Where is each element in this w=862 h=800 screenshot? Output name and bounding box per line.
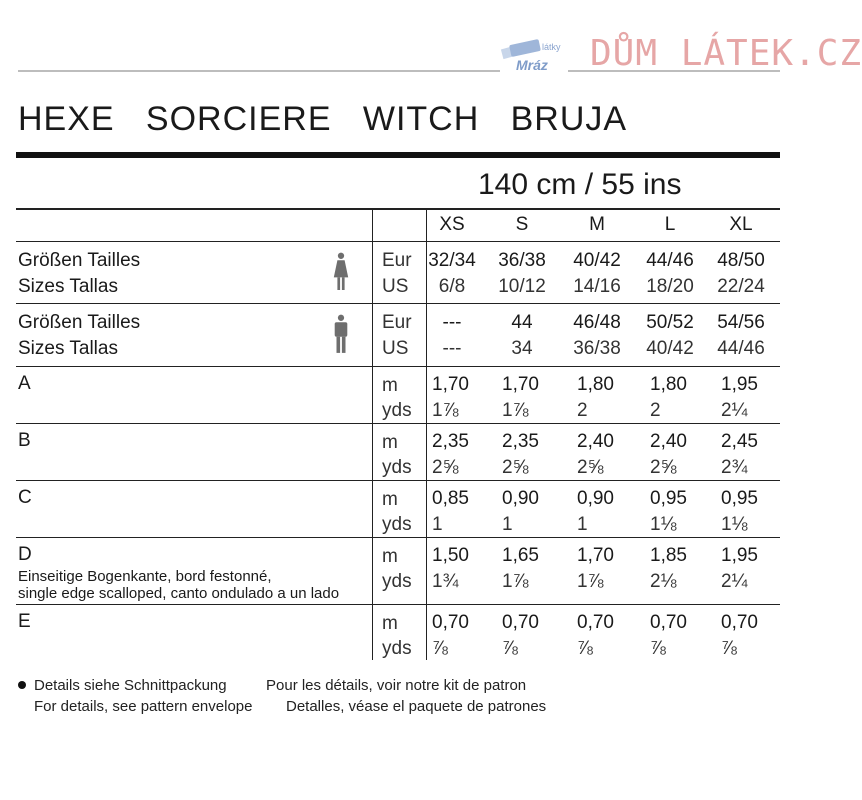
yards-value: 2⅛ <box>650 571 677 592</box>
footer-note-en: For details, see pattern envelope <box>34 698 253 715</box>
view-name: E <box>18 611 31 632</box>
yards-value: 1 <box>502 514 513 535</box>
meters-value: 1,80 <box>650 374 687 395</box>
eur-size-value: 32/34 <box>428 250 476 271</box>
meters-label: m <box>382 546 398 567</box>
meters-value: 0,85 <box>432 488 469 509</box>
yards-value: 1⅛ <box>721 514 748 535</box>
us-size-value: 6/8 <box>438 276 466 297</box>
meters-label: m <box>382 489 398 510</box>
us-size-value: 44/46 <box>717 338 765 359</box>
meters-value: 0,70 <box>650 612 687 633</box>
us-size-value: 40/42 <box>646 338 694 359</box>
us-size-value: 34 <box>511 338 533 359</box>
us-size-value: 14/16 <box>573 276 621 297</box>
size-header: XS <box>439 214 465 235</box>
meters-value: 2,45 <box>721 431 758 452</box>
table-divider-unit <box>426 208 427 660</box>
eur-size-value: 44 <box>511 312 533 333</box>
meters-value: 2,40 <box>577 431 614 452</box>
meters-value: 0,70 <box>721 612 758 633</box>
table-rule-5 <box>16 480 780 481</box>
yards-value: ⅞ <box>432 638 448 659</box>
yards-value: 1 <box>432 514 443 535</box>
yards-label: yds <box>382 457 412 478</box>
table-divider-label <box>372 208 373 660</box>
title-rule <box>16 152 780 158</box>
size-header: S <box>515 214 529 235</box>
size-header: L <box>664 214 676 235</box>
meters-value: 1,95 <box>721 545 758 566</box>
view-note-line2: single edge scalloped, canto ondulado a un lado <box>18 585 340 602</box>
yards-value: 2¾ <box>721 457 748 478</box>
meters-value: 0,95 <box>650 488 687 509</box>
eur-size-value: 48/50 <box>717 250 765 271</box>
yards-value: 1 <box>577 514 588 535</box>
table-rule-1 <box>16 241 780 242</box>
eur-label: Eur <box>382 312 412 333</box>
yards-value: 2⅝ <box>577 457 604 478</box>
view-name: B <box>18 430 31 451</box>
yards-value: 2⅝ <box>650 457 677 478</box>
latky-mraz-logo <box>500 36 568 76</box>
size-header: M <box>589 214 605 235</box>
eur-size-value: 54/56 <box>717 312 765 333</box>
view-name: A <box>18 373 31 394</box>
yards-label: yds <box>382 571 412 592</box>
yards-value: 2¼ <box>721 400 748 421</box>
yards-value: 2¼ <box>721 571 748 592</box>
meters-value: 1,65 <box>502 545 539 566</box>
meters-value: 2,35 <box>502 431 539 452</box>
table-rule-2 <box>16 303 780 304</box>
meters-value: 0,70 <box>502 612 539 633</box>
size-label-line2: Sizes Tallas <box>18 276 118 297</box>
man-figure-icon <box>332 312 350 356</box>
meters-value: 0,90 <box>502 488 539 509</box>
eur-size-value: 50/52 <box>646 312 694 333</box>
yards-value: 1⅞ <box>502 400 529 421</box>
yards-value: ⅞ <box>650 638 666 659</box>
bullet-icon <box>18 681 26 689</box>
table-rule-3 <box>16 366 780 367</box>
meters-label: m <box>382 432 398 453</box>
footer-note-de: Details siehe Schnittpackung <box>34 677 227 694</box>
yards-value: 2⅝ <box>502 457 529 478</box>
view-name: C <box>18 487 32 508</box>
us-label: US <box>382 276 409 297</box>
meters-value: 1,70 <box>432 374 469 395</box>
woman-figure-icon <box>332 250 350 294</box>
page-title: HEXE SORCIERE WITCH BRUJA <box>18 100 628 138</box>
yards-value: 1⅞ <box>432 400 459 421</box>
logo-badge-bottom: Mráz <box>516 57 548 73</box>
yards-value: 1⅞ <box>577 571 604 592</box>
eur-size-value: 44/46 <box>646 250 694 271</box>
meters-label: m <box>382 375 398 396</box>
meters-value: 1,95 <box>721 374 758 395</box>
meters-value: 0,95 <box>721 488 758 509</box>
meters-value: 1,70 <box>502 374 539 395</box>
meters-value: 1,80 <box>577 374 614 395</box>
size-label-line1: Größen Tailles <box>18 250 141 271</box>
yards-label: yds <box>382 400 412 421</box>
us-size-value: 18/20 <box>646 276 694 297</box>
yards-value: 2 <box>577 400 588 421</box>
size-label-line1: Größen Tailles <box>18 312 141 333</box>
meters-value: 1,85 <box>650 545 687 566</box>
yards-value: 1⅞ <box>502 571 529 592</box>
view-note-line1: Einseitige Bogenkante, bord festonné, <box>18 568 272 585</box>
footer-note-es: Detalles, véase el paquete de patrones <box>286 698 547 715</box>
view-name: D <box>18 544 32 565</box>
eur-size-value: 40/42 <box>573 250 621 271</box>
eur-size-value: --- <box>442 312 462 333</box>
us-size-value: 36/38 <box>573 338 621 359</box>
yards-value: ⅞ <box>721 638 737 659</box>
meters-value: 0,70 <box>432 612 469 633</box>
footer-note-fr: Pour les détails, voir notre kit de patron <box>266 677 527 694</box>
size-label-line2: Sizes Tallas <box>18 338 118 359</box>
table-rule-0 <box>16 208 780 210</box>
logo-badge-top: látky <box>542 42 561 52</box>
meters-value: 0,70 <box>577 612 614 633</box>
yards-value: 1⅛ <box>650 514 677 535</box>
us-size-value: 10/12 <box>498 276 546 297</box>
eur-size-value: 46/48 <box>573 312 621 333</box>
site-logo-text: DŮM LÁTEK.CZ <box>590 33 862 74</box>
yards-value: ⅞ <box>502 638 518 659</box>
yards-value: 2 <box>650 400 661 421</box>
size-header: XL <box>729 214 753 235</box>
yards-label: yds <box>382 638 412 659</box>
table-rule-4 <box>16 423 780 424</box>
meters-value: 0,90 <box>577 488 614 509</box>
us-label: US <box>382 338 409 359</box>
fabric-width: 140 cm / 55 ins <box>478 168 682 201</box>
meters-value: 2,35 <box>432 431 469 452</box>
meters-value: 1,50 <box>432 545 469 566</box>
yards-value: 1¾ <box>432 571 459 592</box>
us-size-value: --- <box>442 338 462 359</box>
meters-value: 1,70 <box>577 545 614 566</box>
eur-size-value: 36/38 <box>498 250 546 271</box>
yards-value: ⅞ <box>577 638 593 659</box>
meters-value: 2,40 <box>650 431 687 452</box>
meters-label: m <box>382 613 398 634</box>
yards-label: yds <box>382 514 412 535</box>
us-size-value: 22/24 <box>717 276 765 297</box>
yards-value: 2⅝ <box>432 457 459 478</box>
table-rule-7 <box>16 604 780 605</box>
eur-label: Eur <box>382 250 412 271</box>
table-rule-6 <box>16 537 780 538</box>
